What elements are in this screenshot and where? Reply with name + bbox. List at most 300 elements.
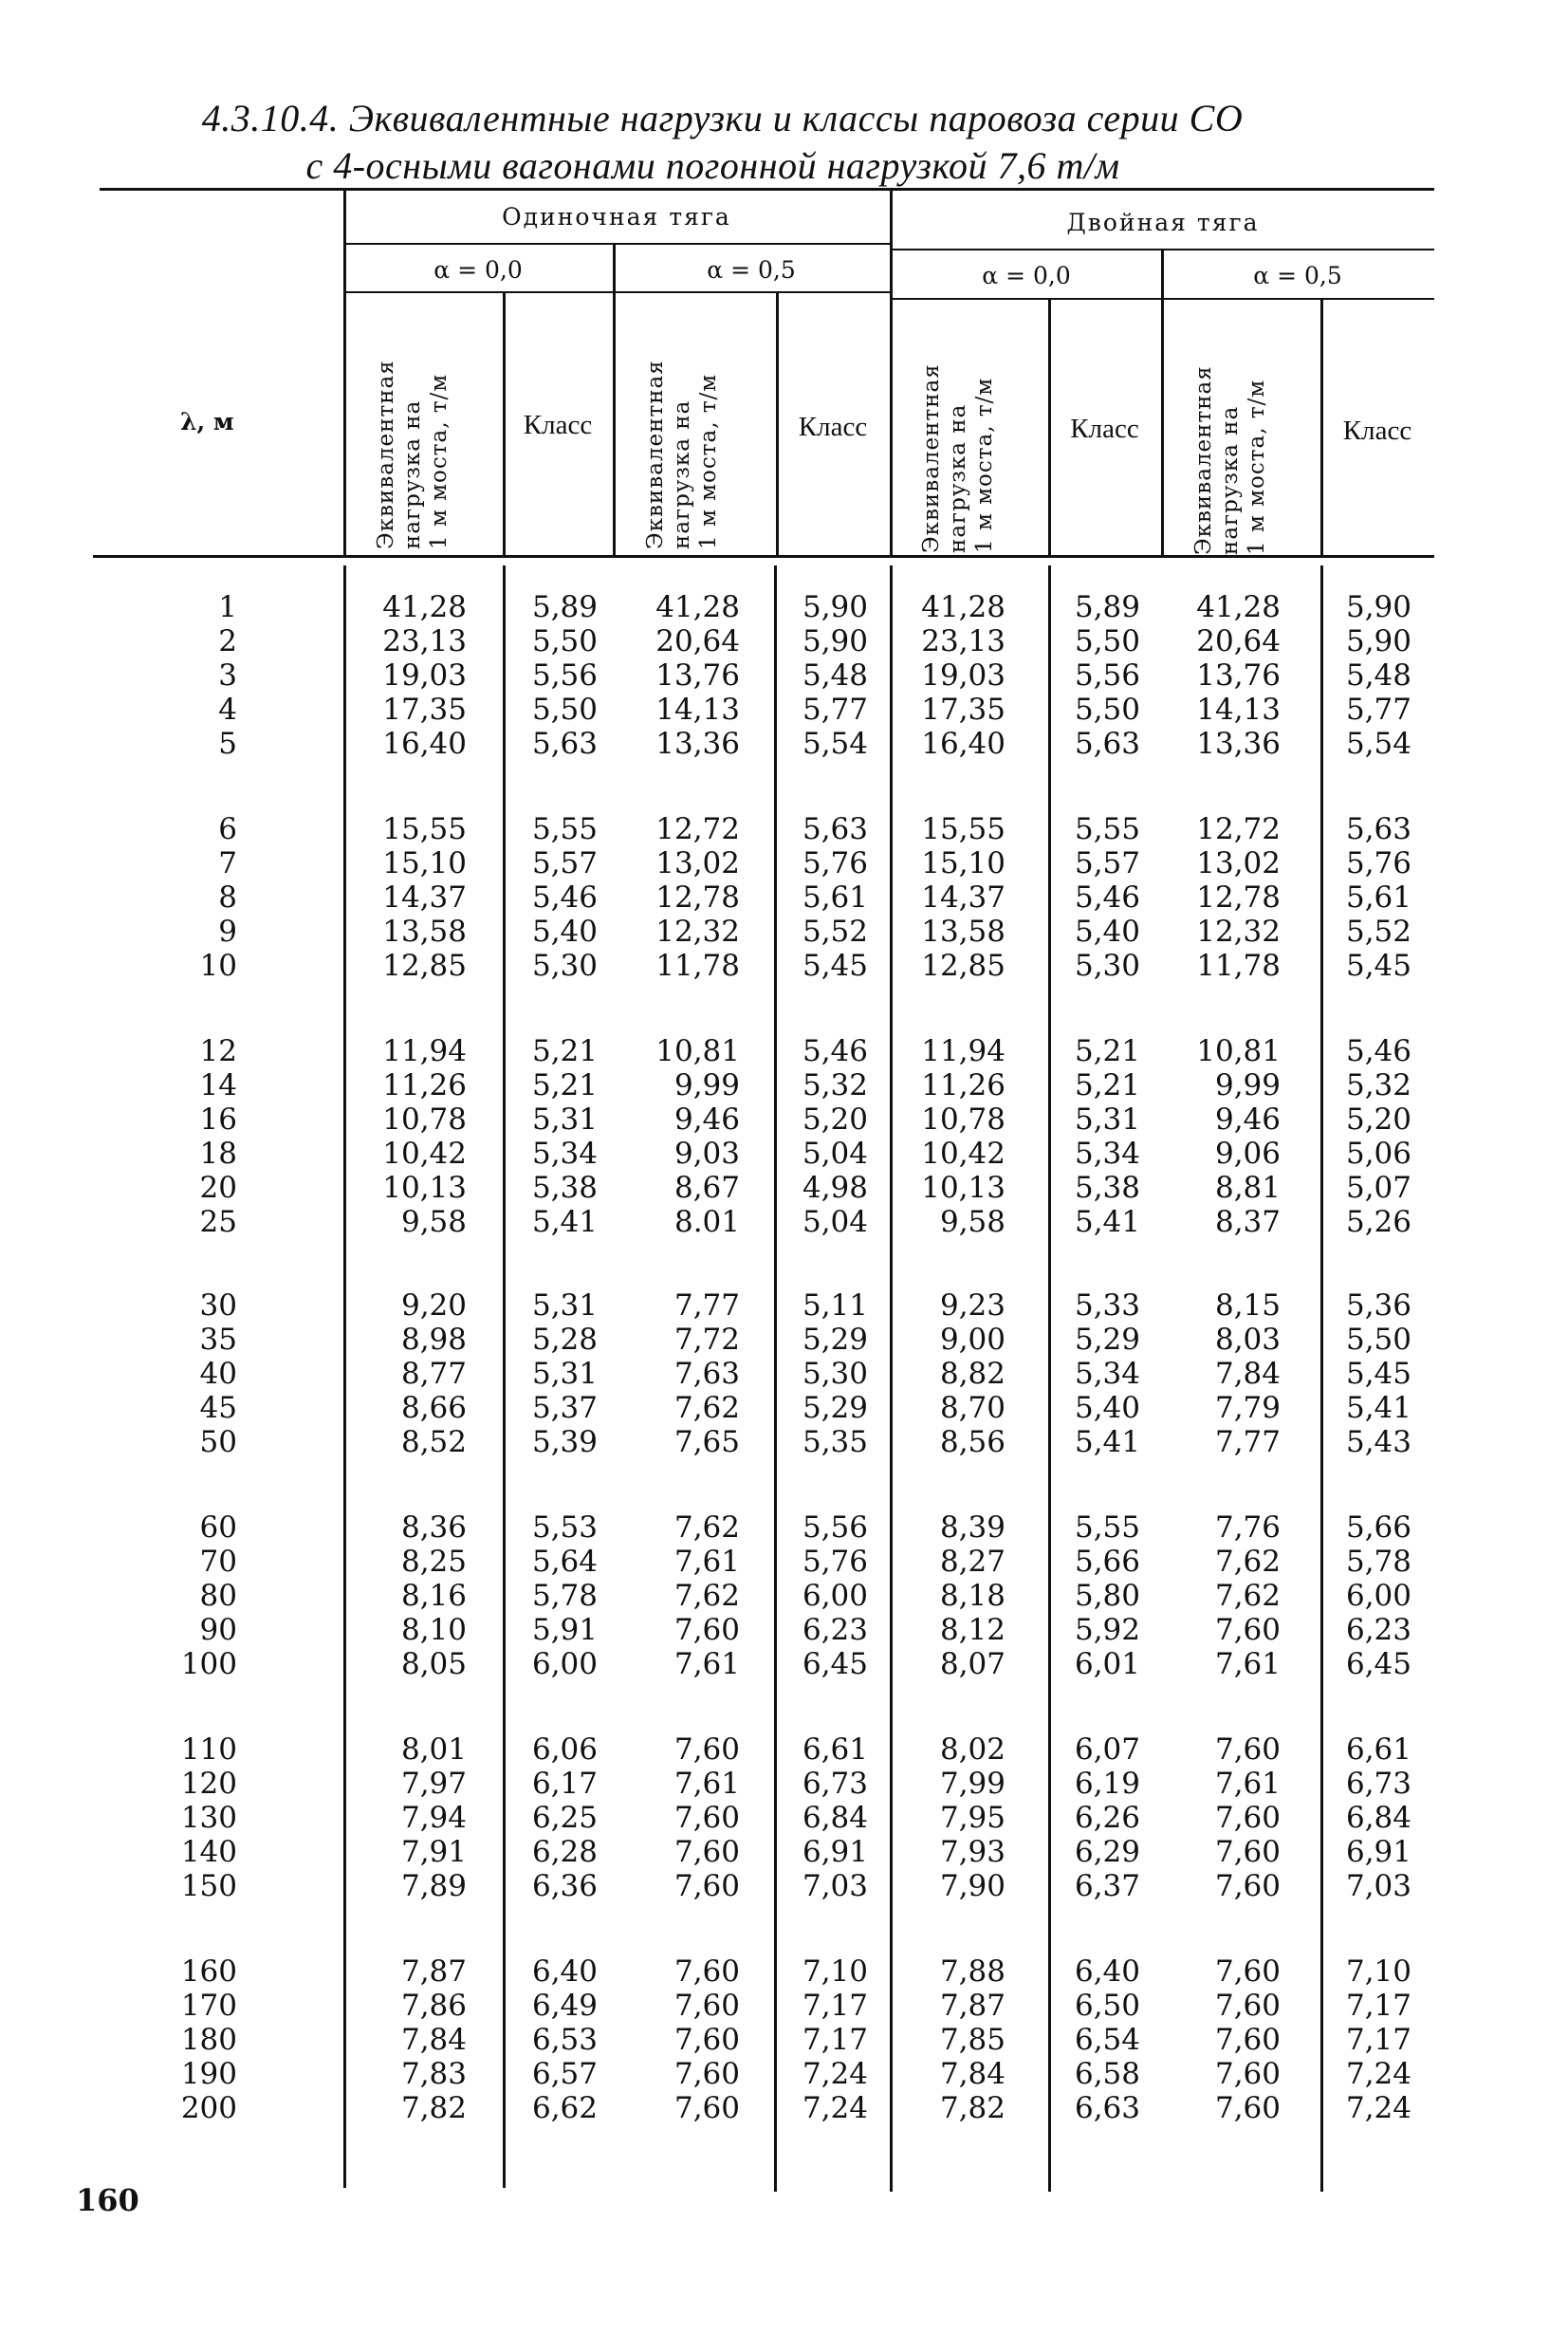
caption-line-2: с 4-осными вагонами погонной нагрузкой 7,6 т/м [305, 144, 1120, 187]
single-a05-load-cell: 12,72 [655, 812, 740, 846]
double-a00-class-cell: 5,41 [1074, 1425, 1140, 1459]
lambda-cell: 3 [218, 658, 237, 693]
table-row [0, 590, 1568, 624]
double-a05-class-cell: 6,91 [1345, 1835, 1411, 1869]
double-a00-class-cell: 5,50 [1074, 624, 1140, 658]
double-a05-load-cell: 9,06 [1214, 1137, 1281, 1171]
single-a00-load-cell: 9,58 [400, 1205, 467, 1239]
single-a05-class-cell: 5,90 [802, 624, 868, 658]
table-row [0, 1102, 1568, 1137]
single-a05-load-cell: 7,65 [673, 1425, 740, 1459]
table-row [0, 949, 1568, 983]
header-divider-3 [613, 245, 616, 555]
double-a05-load-cell: 41,28 [1196, 590, 1281, 624]
double-a00-class-cell: 6,26 [1074, 1801, 1140, 1835]
top-rule [100, 188, 1434, 191]
alpha-rule-single [343, 291, 890, 293]
single-a00-class-cell: 5,34 [531, 1137, 598, 1171]
double-a00-class-cell: 5,33 [1074, 1288, 1140, 1323]
single-a00-class-cell: 5,21 [531, 1034, 598, 1068]
single-a05-class-cell: 6,23 [802, 1613, 868, 1647]
double-a05-load-cell: 8,81 [1214, 1171, 1281, 1205]
double-a00-load-cell: 7,90 [939, 1869, 1005, 1903]
double-a00-load-cell: 12,85 [921, 949, 1005, 983]
double-a00-class-cell: 5,80 [1074, 1579, 1140, 1613]
table-row [0, 1954, 1568, 1989]
double-a00-load-cell: 9,58 [939, 1205, 1005, 1239]
header-bottom-rule [93, 555, 1434, 558]
single-a05-class-cell: 6,91 [802, 1835, 868, 1869]
lambda-cell: 100 [180, 1647, 237, 1681]
equiv-load-header-4: Эквивалентная нагрузка на 1 м моста, т/м [1191, 365, 1269, 555]
double-a00-load-cell: 15,10 [921, 846, 1005, 880]
single-a05-class-cell: 5,20 [802, 1102, 868, 1137]
table-row [0, 1647, 1568, 1681]
double-a00-class-cell: 5,66 [1074, 1545, 1140, 1579]
table-row [0, 1545, 1568, 1579]
double-a00-load-cell: 8,39 [939, 1510, 1005, 1545]
header-divider-5 [890, 190, 893, 555]
alpha-single-00: α = 0,0 [434, 256, 523, 284]
single-a00-class-cell: 5,53 [531, 1510, 598, 1545]
double-a00-class-cell: 5,57 [1074, 846, 1140, 880]
single-a05-load-cell: 10,81 [655, 1034, 740, 1068]
double-a05-load-cell: 8,03 [1214, 1323, 1281, 1357]
lambda-cell: 20 [199, 1171, 237, 1205]
equiv-load-header-2: Эквивалентная нагрузка на 1 м моста, т/м [643, 360, 721, 549]
single-a00-class-cell: 5,38 [531, 1171, 598, 1205]
single-a05-load-cell: 7,61 [673, 1767, 740, 1801]
lambda-cell: 150 [180, 1869, 237, 1903]
single-a05-class-cell: 5,77 [802, 693, 868, 727]
double-a05-load-cell: 7,76 [1214, 1510, 1281, 1545]
lambda-cell: 35 [199, 1323, 237, 1357]
single-a00-class-cell: 5,31 [531, 1288, 598, 1323]
single-a00-load-cell: 7,89 [400, 1869, 467, 1903]
double-a00-class-cell: 5,63 [1074, 727, 1140, 761]
lambda-cell: 10 [199, 949, 237, 983]
single-a05-load-cell: 41,28 [655, 590, 740, 624]
double-a00-class-cell: 5,21 [1074, 1068, 1140, 1102]
lambda-cell: 4 [218, 693, 237, 727]
lambda-cell: 45 [199, 1391, 237, 1425]
single-a00-load-cell: 8,98 [400, 1323, 467, 1357]
single-a00-load-cell: 12,85 [382, 949, 467, 983]
single-a05-class-cell: 5,54 [802, 727, 868, 761]
table-row [0, 1391, 1568, 1425]
double-a05-load-cell: 7,60 [1214, 2057, 1281, 2091]
double-a00-class-cell: 6,37 [1074, 1869, 1140, 1903]
lambda-cell: 1 [218, 590, 237, 624]
table-row [0, 1034, 1568, 1068]
single-a00-class-cell: 5,56 [531, 658, 598, 693]
lambda-cell: 7 [218, 846, 237, 880]
double-a05-class-cell: 5,54 [1345, 727, 1411, 761]
lambda-cell: 180 [180, 2023, 237, 2057]
single-a00-class-cell: 5,46 [531, 880, 598, 915]
double-a05-class-cell: 5,50 [1345, 1323, 1411, 1357]
single-a00-load-cell: 7,86 [400, 1989, 467, 2023]
table-row [0, 1068, 1568, 1102]
single-a05-class-cell: 5,46 [802, 1034, 868, 1068]
double-a00-class-cell: 6,58 [1074, 2057, 1140, 2091]
single-a00-load-cell: 41,28 [382, 590, 467, 624]
single-a00-load-cell: 8,36 [400, 1510, 467, 1545]
single-a00-class-cell: 6,06 [531, 1732, 598, 1767]
single-a00-load-cell: 7,91 [400, 1835, 467, 1869]
double-a05-load-cell: 12,72 [1196, 812, 1281, 846]
single-a05-class-cell: 7,03 [802, 1869, 868, 1903]
double-a00-class-cell: 5,46 [1074, 880, 1140, 915]
lambda-cell: 8 [218, 880, 237, 915]
single-a00-load-cell: 13,58 [382, 915, 467, 949]
single-a00-class-cell: 5,55 [531, 812, 598, 846]
single-a05-load-cell: 13,02 [655, 846, 740, 880]
double-a05-load-cell: 7,79 [1214, 1391, 1281, 1425]
double-a00-class-cell: 5,40 [1074, 1391, 1140, 1425]
double-a00-class-cell: 5,29 [1074, 1323, 1140, 1357]
single-a05-class-cell: 5,29 [802, 1323, 868, 1357]
single-a05-load-cell: 7,77 [673, 1288, 740, 1323]
double-a00-load-cell: 8,82 [939, 1357, 1005, 1391]
single-a05-class-cell: 7,10 [802, 1954, 868, 1989]
double-a05-load-cell: 8,15 [1214, 1288, 1281, 1323]
table-row [0, 1171, 1568, 1205]
double-a00-load-cell: 8,70 [939, 1391, 1005, 1425]
double-a05-load-cell: 8,37 [1214, 1205, 1281, 1239]
single-a05-load-cell: 11,78 [655, 949, 740, 983]
double-a00-load-cell: 9,00 [939, 1323, 1005, 1357]
table-row [0, 1869, 1568, 1903]
single-a05-class-cell: 6,00 [802, 1579, 868, 1613]
single-a05-class-cell: 5,61 [802, 880, 868, 915]
single-a05-class-cell: 5,32 [802, 1068, 868, 1102]
double-a00-load-cell: 7,87 [939, 1989, 1005, 2023]
alpha-single-05: α = 0,5 [707, 256, 796, 284]
single-a05-class-cell: 5,76 [802, 1545, 868, 1579]
double-a00-load-cell: 19,03 [921, 658, 1005, 693]
double-a05-class-cell: 5,43 [1345, 1425, 1411, 1459]
lambda-cell: 40 [199, 1357, 237, 1391]
double-a00-load-cell: 8,12 [939, 1613, 1005, 1647]
single-a00-class-cell: 5,28 [531, 1323, 598, 1357]
single-a05-load-cell: 7,60 [673, 1989, 740, 2023]
double-a05-load-cell: 7,60 [1214, 1989, 1281, 2023]
single-a05-load-cell: 9,99 [673, 1068, 740, 1102]
double-a05-class-cell: 5,45 [1345, 949, 1411, 983]
lambda-cell: 50 [199, 1425, 237, 1459]
single-a05-load-cell: 7,63 [673, 1357, 740, 1391]
single-a00-class-cell: 5,50 [531, 693, 598, 727]
single-a00-load-cell: 7,87 [400, 1954, 467, 1989]
single-a05-class-cell: 5,04 [802, 1205, 868, 1239]
double-a05-class-cell: 7,10 [1345, 1954, 1411, 1989]
double-a05-load-cell: 13,36 [1196, 727, 1281, 761]
table-row [0, 1288, 1568, 1323]
single-a00-class-cell: 5,37 [531, 1391, 598, 1425]
table-row [0, 2091, 1568, 2125]
lambda-header: λ, м [180, 408, 234, 435]
double-a00-class-cell: 5,56 [1074, 658, 1140, 693]
double-a05-class-cell: 5,77 [1345, 693, 1411, 727]
double-a00-load-cell: 7,99 [939, 1767, 1005, 1801]
double-a00-class-cell: 5,34 [1074, 1137, 1140, 1171]
double-a00-class-cell: 5,55 [1074, 812, 1140, 846]
table-row [0, 1801, 1568, 1835]
single-a00-class-cell: 5,63 [531, 727, 598, 761]
double-a00-load-cell: 7,88 [939, 1954, 1005, 1989]
single-a05-class-cell: 6,84 [802, 1801, 868, 1835]
single-a05-class-cell: 5,48 [802, 658, 868, 693]
double-a05-class-cell: 5,66 [1345, 1510, 1411, 1545]
equiv-load-header-1: Эквивалентная нагрузка на 1 м моста, т/м [374, 360, 452, 549]
double-a05-class-cell: 5,90 [1345, 590, 1411, 624]
class-header-4: Класс [1342, 416, 1412, 446]
single-a00-load-cell: 8,16 [400, 1579, 467, 1613]
table-row [0, 1425, 1568, 1459]
lambda-cell: 6 [218, 812, 237, 846]
single-a05-class-cell: 7,24 [802, 2091, 868, 2125]
double-a05-class-cell: 5,76 [1345, 846, 1411, 880]
caption-line-1: 4.3.10.4. Эквивалентные нагрузки и классы паровоза серии СО [201, 97, 1244, 139]
page-number: 160 [76, 2182, 139, 2218]
double-a00-load-cell: 8,18 [939, 1579, 1005, 1613]
lambda-cell: 80 [199, 1579, 237, 1613]
single-a00-class-cell: 5,31 [531, 1357, 598, 1391]
double-a05-class-cell: 6,61 [1345, 1732, 1411, 1767]
table-row [0, 1732, 1568, 1767]
single-a00-load-cell: 8,10 [400, 1613, 467, 1647]
single-a00-load-cell: 15,55 [382, 812, 467, 846]
double-a05-load-cell: 7,60 [1214, 1869, 1281, 1903]
alpha-double-00: α = 0,0 [982, 262, 1071, 289]
single-a00-class-cell: 5,21 [531, 1068, 598, 1102]
header-divider-7 [1161, 250, 1164, 555]
single-a00-load-cell: 14,37 [382, 880, 467, 915]
single-a05-load-cell: 7,60 [673, 2023, 740, 2057]
double-a05-load-cell: 20,64 [1196, 624, 1281, 658]
single-a00-load-cell: 19,03 [382, 658, 467, 693]
single-a05-class-cell: 7,24 [802, 2057, 868, 2091]
single-a00-class-cell: 6,57 [531, 2057, 598, 2091]
single-a00-class-cell: 5,91 [531, 1613, 598, 1647]
double-a05-class-cell: 7,24 [1345, 2057, 1411, 2091]
double-a05-class-cell: 6,84 [1345, 1801, 1411, 1835]
double-a05-load-cell: 7,60 [1214, 1613, 1281, 1647]
single-a00-load-cell: 11,94 [382, 1034, 467, 1068]
table-row [0, 727, 1568, 761]
single-a05-load-cell: 7,60 [673, 1801, 740, 1835]
double-a00-class-cell: 6,19 [1074, 1767, 1140, 1801]
double-a00-load-cell: 23,13 [921, 624, 1005, 658]
double-a05-class-cell: 6,73 [1345, 1767, 1411, 1801]
table-row [0, 2057, 1568, 2091]
double-a05-load-cell: 7,60 [1214, 1732, 1281, 1767]
single-a05-class-cell: 4,98 [802, 1171, 868, 1205]
double-a00-class-cell: 5,50 [1074, 693, 1140, 727]
double-a00-load-cell: 10,13 [921, 1171, 1005, 1205]
single-a00-class-cell: 5,39 [531, 1425, 598, 1459]
double-a00-load-cell: 13,58 [921, 915, 1005, 949]
double-a00-load-cell: 9,23 [939, 1288, 1005, 1323]
alpha-double-05: α = 0,5 [1253, 262, 1342, 289]
single-a05-load-cell: 13,76 [655, 658, 740, 693]
single-a05-load-cell: 7,60 [673, 1954, 740, 1989]
double-a05-load-cell: 9,99 [1214, 1068, 1281, 1102]
single-a05-class-cell: 5,90 [802, 590, 868, 624]
single-a00-class-cell: 6,49 [531, 1989, 598, 2023]
single-a05-load-cell: 7,61 [673, 1647, 740, 1681]
double-a00-load-cell: 8,07 [939, 1647, 1005, 1681]
table-row [0, 1357, 1568, 1391]
single-a05-class-cell: 6,61 [802, 1732, 868, 1767]
table-row [0, 1579, 1568, 1613]
traction-rule-single [343, 243, 890, 245]
single-a00-class-cell: 5,30 [531, 949, 598, 983]
double-a00-class-cell: 5,21 [1074, 1034, 1140, 1068]
single-a00-class-cell: 5,31 [531, 1102, 598, 1137]
lambda-cell: 130 [180, 1801, 237, 1835]
double-a05-class-cell: 5,78 [1345, 1545, 1411, 1579]
double-a00-class-cell: 6,40 [1074, 1954, 1140, 1989]
single-a00-class-cell: 5,64 [531, 1545, 598, 1579]
single-a00-class-cell: 5,78 [531, 1579, 598, 1613]
lambda-cell: 200 [180, 2091, 237, 2125]
double-a05-class-cell: 5,20 [1345, 1102, 1411, 1137]
single-a00-load-cell: 10,42 [382, 1137, 467, 1171]
double-a05-load-cell: 12,32 [1196, 915, 1281, 949]
single-a00-class-cell: 6,00 [531, 1647, 598, 1681]
single-a00-class-cell: 5,57 [531, 846, 598, 880]
double-a05-class-cell: 5,61 [1345, 880, 1411, 915]
lambda-cell: 170 [180, 1989, 237, 2023]
single-a05-class-cell: 7,17 [802, 1989, 868, 2023]
table-row [0, 1613, 1568, 1647]
single-a05-load-cell: 8.01 [673, 1205, 740, 1239]
double-a05-class-cell: 5,45 [1345, 1357, 1411, 1391]
double-a05-load-cell: 7,60 [1214, 2091, 1281, 2125]
lambda-cell: 90 [199, 1613, 237, 1647]
double-a00-load-cell: 7,95 [939, 1801, 1005, 1835]
header-divider-1 [343, 190, 346, 555]
double-a05-load-cell: 13,02 [1196, 846, 1281, 880]
single-a05-load-cell: 13,36 [655, 727, 740, 761]
double-a00-class-cell: 5,30 [1074, 949, 1140, 983]
single-a05-class-cell: 5,30 [802, 1357, 868, 1391]
double-a00-class-cell: 6,63 [1074, 2091, 1140, 2125]
single-a05-load-cell: 9,46 [673, 1102, 740, 1137]
double-a05-load-cell: 10,81 [1196, 1034, 1281, 1068]
lambda-cell: 160 [180, 1954, 237, 1989]
double-a05-class-cell: 5,90 [1345, 624, 1411, 658]
single-a05-load-cell: 7,61 [673, 1545, 740, 1579]
single-a00-load-cell: 8,77 [400, 1357, 467, 1391]
single-a00-load-cell: 7,83 [400, 2057, 467, 2091]
single-a05-load-cell: 12,32 [655, 915, 740, 949]
single-a05-class-cell: 6,45 [802, 1647, 868, 1681]
lambda-cell: 110 [180, 1732, 237, 1767]
single-a00-class-cell: 6,17 [531, 1767, 598, 1801]
double-a05-class-cell: 5,36 [1345, 1288, 1411, 1323]
double-a00-load-cell: 16,40 [921, 727, 1005, 761]
single-a00-load-cell: 7,82 [400, 2091, 467, 2125]
single-a00-class-cell: 5,41 [531, 1205, 598, 1239]
table-row [0, 915, 1568, 949]
single-a00-load-cell: 9,20 [400, 1288, 467, 1323]
double-a05-load-cell: 7,84 [1214, 1357, 1281, 1391]
lambda-cell: 9 [218, 915, 237, 949]
double-a05-load-cell: 7,60 [1214, 1954, 1281, 1989]
double-a00-load-cell: 8,56 [939, 1425, 1005, 1459]
table-row [0, 624, 1568, 658]
single-a05-load-cell: 7,62 [673, 1391, 740, 1425]
single-a00-load-cell: 17,35 [382, 693, 467, 727]
double-a05-class-cell: 6,00 [1345, 1579, 1411, 1613]
lambda-cell: 190 [180, 2057, 237, 2091]
double-a00-class-cell: 6,54 [1074, 2023, 1140, 2057]
double-a00-load-cell: 7,82 [939, 2091, 1005, 2125]
lambda-cell: 70 [199, 1545, 237, 1579]
single-a05-load-cell: 7,62 [673, 1579, 740, 1613]
double-a00-class-cell: 6,50 [1074, 1989, 1140, 2023]
table-row [0, 812, 1568, 846]
table-row [0, 1323, 1568, 1357]
single-a00-load-cell: 10,78 [382, 1102, 467, 1137]
single-a05-class-cell: 5,11 [802, 1288, 868, 1323]
table-row [0, 1137, 1568, 1171]
single-a00-load-cell: 8,25 [400, 1545, 467, 1579]
single-a05-load-cell: 7,60 [673, 1835, 740, 1869]
double-a05-class-cell: 7,03 [1345, 1869, 1411, 1903]
double-a00-class-cell: 5,40 [1074, 915, 1140, 949]
single-a05-class-cell: 5,45 [802, 949, 868, 983]
single-a00-class-cell: 6,36 [531, 1869, 598, 1903]
single-a05-class-cell: 5,56 [802, 1510, 868, 1545]
single-a00-load-cell: 7,84 [400, 2023, 467, 2057]
single-a00-class-cell: 6,53 [531, 2023, 598, 2057]
double-a00-class-cell: 5,41 [1074, 1205, 1140, 1239]
double-a05-class-cell: 7,17 [1345, 1989, 1411, 2023]
double-a05-class-cell: 5,41 [1345, 1391, 1411, 1425]
single-a00-load-cell: 8,05 [400, 1647, 467, 1681]
single-a00-class-cell: 6,25 [531, 1801, 598, 1835]
lambda-cell: 12 [199, 1034, 237, 1068]
lambda-cell: 140 [180, 1835, 237, 1869]
table-row [0, 658, 1568, 693]
single-a00-load-cell: 16,40 [382, 727, 467, 761]
single-a00-class-cell: 6,40 [531, 1954, 598, 1989]
double-a05-class-cell: 7,17 [1345, 2023, 1411, 2057]
double-a05-class-cell: 5,26 [1345, 1205, 1411, 1239]
double-a05-load-cell: 7,77 [1214, 1425, 1281, 1459]
single-a05-class-cell: 7,17 [802, 2023, 868, 2057]
table-row [0, 1767, 1568, 1801]
double-a05-load-cell: 7,60 [1214, 2023, 1281, 2057]
double-a05-load-cell: 9,46 [1214, 1102, 1281, 1137]
single-a05-class-cell: 6,73 [802, 1767, 868, 1801]
single-a00-load-cell: 8,01 [400, 1732, 467, 1767]
double-a00-load-cell: 17,35 [921, 693, 1005, 727]
lambda-cell: 2 [218, 624, 237, 658]
class-header-3: Класс [1070, 414, 1139, 444]
double-traction-header: Двойная тяга [1066, 209, 1260, 236]
single-a05-load-cell: 8,67 [673, 1171, 740, 1205]
single-a05-load-cell: 7,62 [673, 1510, 740, 1545]
single-a00-load-cell: 15,10 [382, 846, 467, 880]
double-a00-load-cell: 15,55 [921, 812, 1005, 846]
single-a05-load-cell: 14,13 [655, 693, 740, 727]
single-a05-load-cell: 7,60 [673, 2091, 740, 2125]
